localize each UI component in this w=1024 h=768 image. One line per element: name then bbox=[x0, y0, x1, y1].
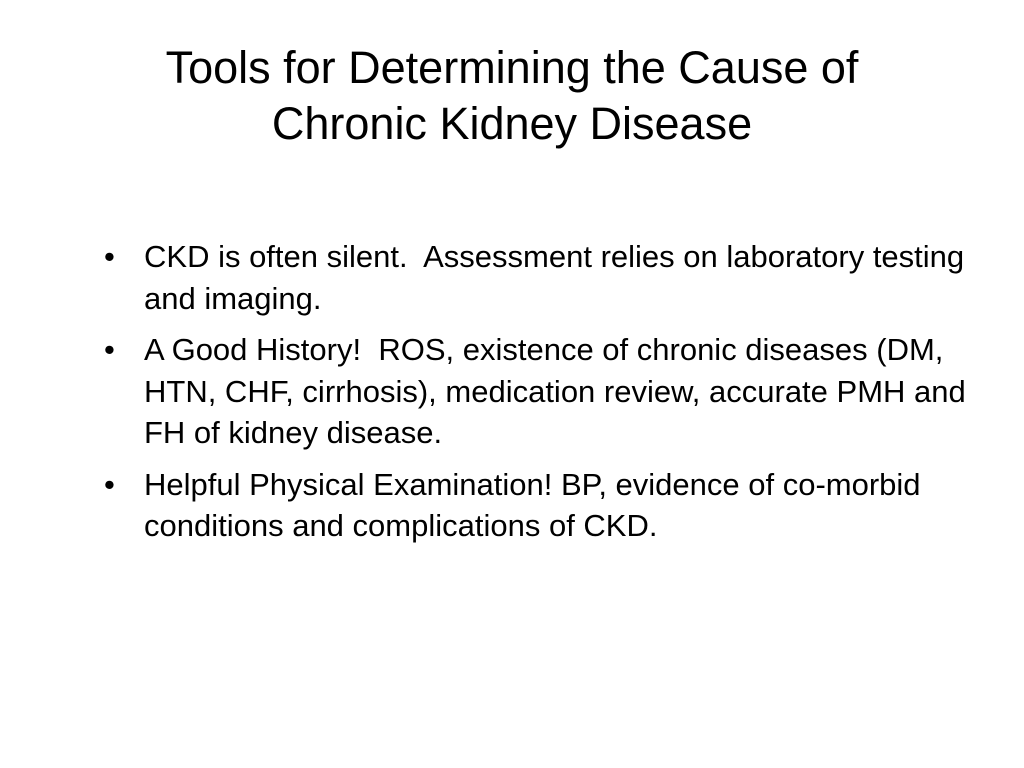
slide-title-line-2: Chronic Kidney Disease bbox=[271, 98, 753, 149]
bullet-item-good-history bbox=[100, 329, 980, 454]
bullet-text: CKD is often silent. Assessment relies on laboratory testing and imaging. bbox=[144, 239, 973, 316]
bullet-dot-icon: • bbox=[104, 466, 115, 502]
bullet-text: A Good History! ROS, existence of chronic diseases (DM, HTN, CHF, cirrhosis), medication review, accurate PMH and FH of kidney disease. bbox=[144, 332, 975, 450]
slide-title-line-1: Tools for Determining the Cause of bbox=[165, 42, 859, 93]
slide-title bbox=[60, 40, 964, 152]
bullet-item-physical-exam bbox=[100, 464, 980, 547]
bullet-list bbox=[100, 236, 980, 557]
bullet-dot-icon: • bbox=[104, 239, 115, 274]
bullet-item-ckd-silent bbox=[100, 236, 980, 319]
bullet-text: Helpful Physical Examination! BP, evidence of co-morbid conditions and complications of CKD. bbox=[144, 466, 930, 543]
bullet-dot-icon: • bbox=[104, 332, 115, 367]
